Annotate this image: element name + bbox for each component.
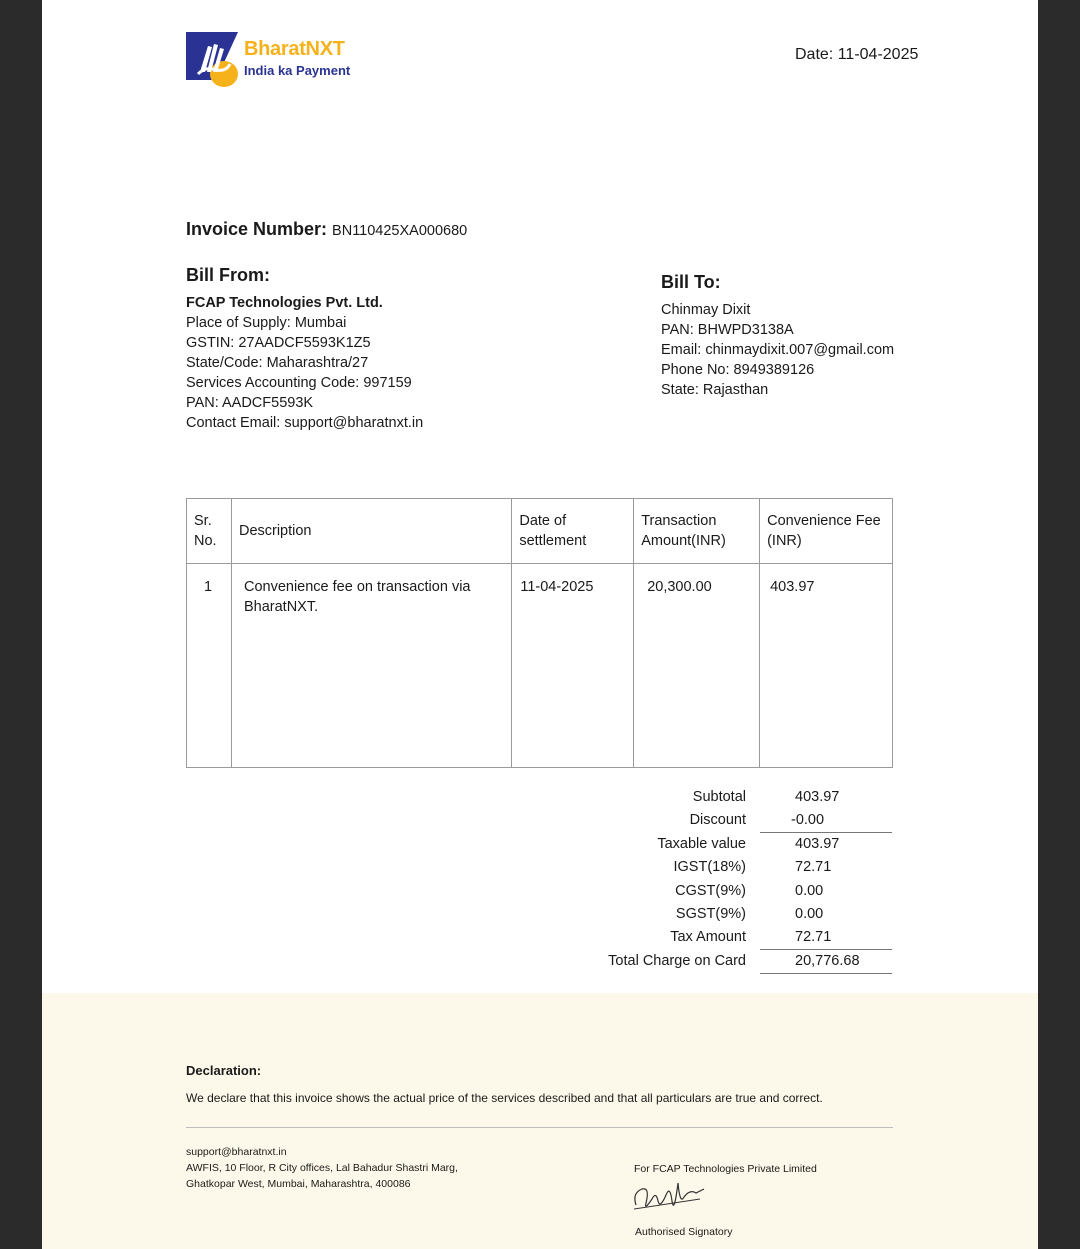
igst-label: IGST(18%) bbox=[673, 859, 746, 876]
header-transaction-amount: Transaction Amount(INR) bbox=[634, 499, 760, 564]
bill-from-line: State/Code: Maharashtra/27 bbox=[186, 355, 369, 371]
taxable-value-label: Taxable value bbox=[657, 835, 746, 852]
header-convenience-fee: Convenience Fee (INR) bbox=[760, 499, 893, 564]
total-charge-value: 20,776.68 bbox=[760, 953, 892, 974]
table-row bbox=[187, 564, 893, 768]
table-header-row bbox=[187, 499, 893, 564]
taxable-value-row bbox=[602, 833, 892, 856]
company-address bbox=[186, 1144, 458, 1192]
tax-amount-label: Tax Amount bbox=[670, 929, 746, 946]
cell-amount: 20,300.00 bbox=[634, 564, 760, 768]
subtotal-label: Subtotal bbox=[692, 789, 746, 805]
taxable-value-value: 403.97 bbox=[795, 835, 840, 852]
invoice-number bbox=[186, 219, 467, 240]
bill-from-section bbox=[186, 265, 423, 433]
igst-row bbox=[602, 856, 892, 879]
total-charge-label: Total Charge on Card bbox=[608, 952, 746, 969]
bill-from-line: GSTIN: 27AADCF5593K1Z5 bbox=[186, 335, 371, 351]
cell-description: Convenience fee on transaction via BharatNXT. bbox=[231, 564, 511, 768]
subtotal-row bbox=[602, 786, 892, 809]
bill-to-section bbox=[661, 272, 894, 400]
bharatnxt-logo bbox=[186, 30, 376, 90]
cgst-row bbox=[602, 880, 892, 903]
discount-row bbox=[602, 809, 892, 832]
bill-to-line: Phone No: 8949389126 bbox=[661, 362, 815, 378]
items-table bbox=[186, 498, 893, 768]
invoice-number-value: BN110425XA000680 bbox=[332, 223, 468, 239]
declaration-text: We declare that this invoice shows the actual price of the services described and that all particulars are true and correct. bbox=[186, 1091, 823, 1105]
cgst-value: 0.00 bbox=[795, 882, 824, 899]
bill-to-line: Chinmay Dixit bbox=[661, 302, 751, 318]
date-label: Date: bbox=[795, 46, 834, 63]
footer-section bbox=[42, 993, 1038, 1249]
bill-to-line: State: Rajasthan bbox=[661, 382, 769, 398]
signature-icon bbox=[630, 1175, 710, 1219]
bill-to-heading: Bill To: bbox=[661, 272, 721, 292]
bill-from-heading: Bill From: bbox=[186, 265, 270, 285]
logo-title: BharatNXT bbox=[244, 38, 345, 60]
cell-fee: 403.97 bbox=[760, 564, 893, 768]
address-line: AWFIS, 10 Floor, R City offices, Lal Bahadur Shastri Marg, bbox=[186, 1162, 458, 1174]
footer-divider bbox=[186, 1127, 893, 1128]
header-date-of-settlement: Date of settlement bbox=[512, 499, 634, 564]
bill-to-line: Email: chinmaydixit.007@gmail.com bbox=[661, 342, 895, 358]
sgst-label: SGST(9%) bbox=[675, 905, 746, 922]
cell-date: 11-04-2025 bbox=[512, 564, 634, 768]
invoice-page bbox=[42, 0, 1038, 1249]
bill-from-company: FCAP Technologies Pvt. Ltd. bbox=[186, 295, 383, 311]
support-email: support@bharatnxt.in bbox=[186, 1146, 287, 1158]
cell-sr: 1 bbox=[187, 564, 232, 768]
bill-from-line: PAN: AADCF5593K bbox=[186, 395, 314, 411]
header-description: Description bbox=[231, 499, 511, 564]
discount-label: Discount bbox=[689, 812, 746, 829]
subtotal-value: 403.97 bbox=[795, 789, 840, 805]
logo-tagline: India ka Payment bbox=[244, 63, 351, 78]
address-line: Ghatkopar West, Mumbai, Maharashtra, 400086 bbox=[186, 1178, 411, 1190]
discount-value: -0.00 bbox=[760, 812, 892, 833]
tax-amount-row bbox=[602, 926, 892, 949]
bill-to-line: PAN: BHWPD3138A bbox=[661, 322, 794, 338]
bill-from-line: Contact Email: support@bharatnxt.in bbox=[186, 415, 424, 431]
for-company-label: For FCAP Technologies Private Limited bbox=[634, 1163, 817, 1175]
tax-amount-value: 72.71 bbox=[760, 929, 892, 950]
sgst-value: 0.00 bbox=[795, 905, 824, 922]
declaration-heading: Declaration: bbox=[186, 1063, 262, 1078]
bill-from-line: Services Accounting Code: 997159 bbox=[186, 375, 412, 391]
invoice-date bbox=[795, 46, 918, 64]
igst-value: 72.71 bbox=[795, 859, 832, 876]
totals-section bbox=[602, 786, 892, 973]
cgst-label: CGST(9%) bbox=[675, 882, 746, 899]
header-sr-no: Sr. No. bbox=[187, 499, 232, 564]
sgst-row bbox=[602, 903, 892, 926]
date-value: 11-04-2025 bbox=[837, 46, 919, 63]
authorised-signatory-label: Authorised Signatory bbox=[635, 1226, 733, 1238]
invoice-number-label: Invoice Number: bbox=[186, 219, 328, 239]
bill-from-line: Place of Supply: Mumbai bbox=[186, 315, 347, 331]
logo-mark-icon bbox=[186, 30, 242, 90]
total-charge-row bbox=[602, 950, 892, 973]
